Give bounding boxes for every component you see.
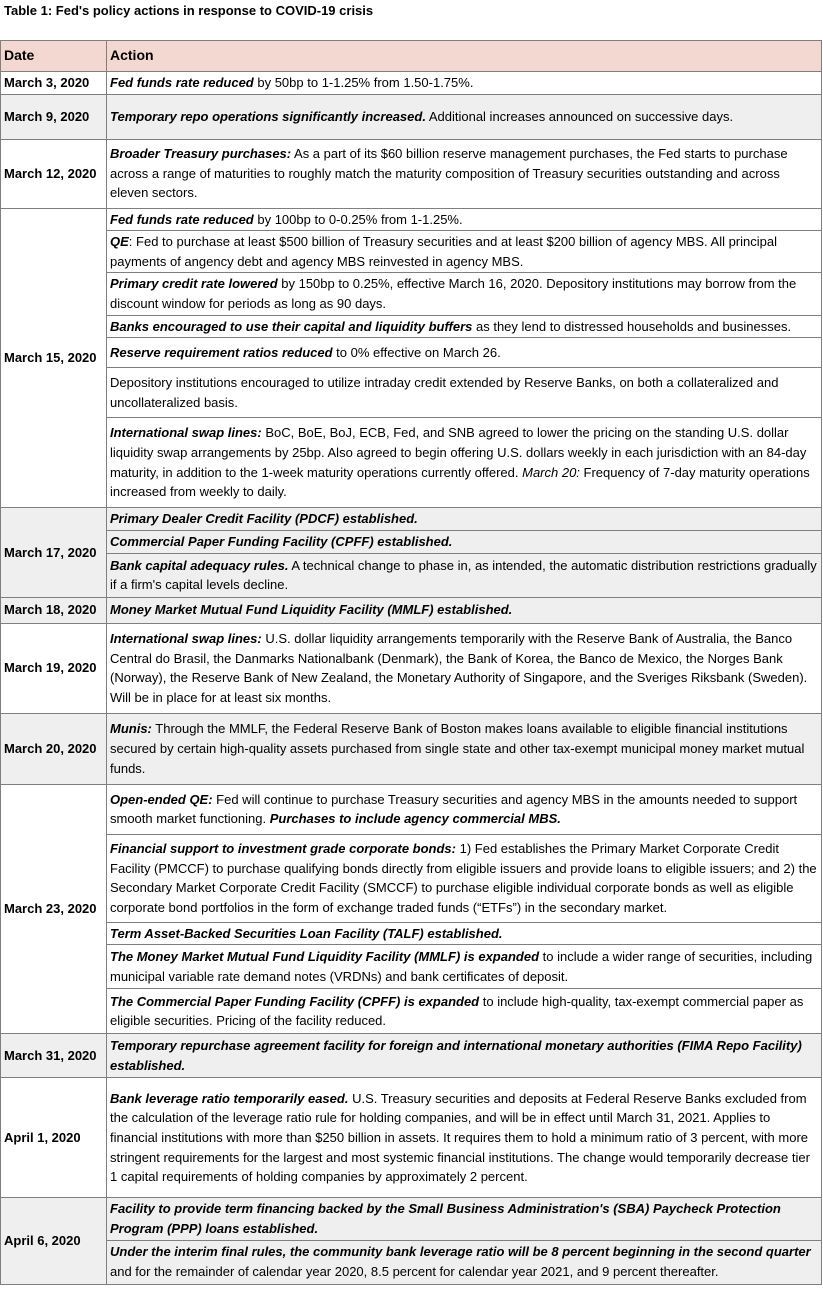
- action-cell: [107, 418, 822, 508]
- action-cell: [107, 1078, 822, 1198]
- action-cell: [107, 139, 822, 208]
- action-text: March 20:: [522, 464, 580, 480]
- action-highlight: Money Market Mutual Fund Liquidity Facility (MMLF) established.: [110, 602, 513, 618]
- table-header-row: [1, 41, 822, 72]
- action-highlight: International swap lines:: [110, 425, 262, 441]
- action-text: Frequency of 7-day maturity operations increased from weekly to daily.: [110, 464, 810, 500]
- action-cell: [107, 508, 822, 531]
- action-cell: [107, 72, 822, 95]
- date-cell: March 19, 2020: [1, 623, 107, 713]
- table-row: [1, 231, 822, 273]
- action-cell: [107, 922, 822, 945]
- action-cell: [107, 94, 822, 139]
- table-row: [1, 945, 822, 989]
- action-cell: [107, 553, 822, 597]
- action-text: A technical change to phase in, as intended, the automatic distribution restrictions gradually if a firm's capital levels decline.: [110, 557, 817, 593]
- action-cell: [107, 989, 822, 1034]
- table-row: [1, 94, 822, 139]
- action-cell: [107, 834, 822, 922]
- action-text: as they lend to distressed households and businesses.: [472, 318, 792, 334]
- policy-actions-table: [0, 40, 822, 1285]
- action-highlight: The Commercial Paper Funding Facility (CPFF) is expanded: [110, 993, 480, 1009]
- action-cell: [107, 231, 822, 273]
- action-cell: [107, 945, 822, 989]
- action-text: to 0% effective on March 26.: [332, 344, 501, 360]
- table-row: [1, 597, 822, 623]
- table-row: [1, 531, 822, 554]
- action-highlight: Facility to provide term financing backed by the Small Business Administration's (SBA) Paycheck Protection Program (PPP) loans established.: [110, 1201, 781, 1236]
- action-highlight: International swap lines:: [110, 631, 262, 647]
- action-highlight: Temporary repo operations significantly increased.: [110, 108, 426, 124]
- table-row: [1, 72, 822, 95]
- table-row: [1, 508, 822, 531]
- action-cell: [107, 713, 822, 784]
- table-row: [1, 1078, 822, 1198]
- action-highlight: Primary credit rate lowered: [110, 276, 278, 292]
- action-cell: [107, 1034, 822, 1078]
- action-text: Depository institutions encouraged to utilize intraday credit extended by Reserve Banks, on both a collateralized and uncollateralized basis.: [110, 375, 779, 410]
- table-row: [1, 315, 822, 338]
- action-text: to include a wider range of securities, including municipal variable rate demand notes (VRDNs) and bank certificates of deposit.: [110, 949, 813, 984]
- table-row: [1, 713, 822, 784]
- action-text: by 100bp to 0-0.25% from 1-1.25%.: [253, 211, 463, 227]
- action-highlight: Bank leverage ratio temporarily eased.: [110, 1090, 349, 1106]
- date-cell: March 3, 2020: [1, 72, 107, 95]
- table-row: [1, 208, 822, 231]
- action-highlight: Term Asset-Backed Securities Loan Facility (TALF) established.: [110, 925, 503, 941]
- action-text: : Fed to purchase at least $500 billion of Treasury securities and at least $200 billion of agency MBS. All principal payments of angency debt and agency MBS reinvested in agency MBS.: [110, 234, 777, 269]
- action-highlight: Fed funds rate reduced: [110, 75, 254, 90]
- table-row: [1, 623, 822, 713]
- action-highlight: The Money Market Mutual Fund Liquidity Facility (MMLF) is expanded: [110, 949, 540, 965]
- action-highlight: Commercial Paper Funding Facility (CPFF) established.: [110, 534, 453, 550]
- action-highlight: Banks encouraged to use their capital and liquidity buffers: [110, 318, 473, 334]
- action-highlight: Primary Dealer Credit Facility (PDCF) established.: [110, 511, 418, 527]
- table-row: [1, 338, 822, 368]
- table-row: [1, 553, 822, 597]
- action-highlight: QE: [110, 234, 129, 250]
- action-text: by 150bp to 0.25%, effective March 16, 2020. Depository institutions may borrow from the discount window for periods as long as 90 days.: [110, 276, 797, 311]
- table-row: [1, 418, 822, 508]
- table-row: [1, 989, 822, 1034]
- date-cell: March 12, 2020: [1, 139, 107, 208]
- date-cell: April 6, 2020: [1, 1198, 107, 1284]
- table-row: [1, 139, 822, 208]
- action-highlight: Fed funds rate reduced: [110, 211, 254, 227]
- action-text: Additional increases announced on successive days.: [425, 108, 734, 124]
- action-cell: [107, 273, 822, 315]
- action-cell: [107, 597, 822, 623]
- date-cell: March 15, 2020: [1, 208, 107, 508]
- action-highlight: Financial support to investment grade corporate bonds:: [110, 841, 456, 857]
- action-cell: [107, 208, 822, 231]
- date-column-header: Date: [1, 41, 107, 72]
- table-title: Table 1: Fed's policy actions in response to COVID-19 crisis: [4, 3, 374, 18]
- action-cell: [107, 1198, 822, 1240]
- action-highlight: Under the interim final rules, the community bank leverage ratio will be 8 percent beginning in the second quarter: [110, 1244, 811, 1260]
- action-highlight: Open-ended QE:: [110, 791, 213, 807]
- action-cell: [107, 368, 822, 418]
- action-highlight: Purchases to include agency commercial MBS.: [269, 811, 561, 827]
- table-row: [1, 1034, 822, 1078]
- date-cell: March 9, 2020: [1, 94, 107, 139]
- date-cell: March 20, 2020: [1, 713, 107, 784]
- table-row: [1, 273, 822, 315]
- action-cell: [107, 531, 822, 554]
- table-row: [1, 784, 822, 834]
- table-row: [1, 922, 822, 945]
- date-cell: March 18, 2020: [1, 597, 107, 623]
- action-text: to include high-quality, tax-exempt commercial paper as eligible securities. Pricing of the facility reduced.: [110, 993, 804, 1029]
- date-cell: March 17, 2020: [1, 508, 107, 598]
- action-highlight: Broader Treasury purchases:: [110, 146, 292, 162]
- action-cell: [107, 623, 822, 713]
- table-row: [1, 1198, 822, 1240]
- date-cell: March 23, 2020: [1, 784, 107, 1034]
- table-body: [1, 72, 822, 1285]
- table-row: [1, 834, 822, 922]
- date-cell: April 1, 2020: [1, 1078, 107, 1198]
- action-text: As a part of its $60 billion reserve management purchases, the Fed starts to purchase across a range of maturities to roughly match the maturity composition of Treasury securities outstanding and across eleven sectors.: [110, 146, 788, 201]
- action-cell: [107, 784, 822, 834]
- action-text: Through the MMLF, the Federal Reserve Bank of Boston makes loans available to eligible financial institutions secured by certain high-quality assets purchased from single state and other tax-exempt municipal money market mutual funds.: [110, 721, 805, 776]
- action-cell: [107, 338, 822, 368]
- table-row: [1, 368, 822, 418]
- action-cell: [107, 315, 822, 338]
- action-text: U.S. dollar liquidity arrangements temporarily with the Reserve Bank of Australia, the Banco Central do Brasil, the Danmarks Nationalbank (Denmark), the Bank of Korea, the Banco de Mexico, the Norges Bank (Norway), the Reserve Bank of New Zealand, the Monetary Authority of Singapore, and the Sveriges Riksbank (Sweden). Will be in place for at least six months.: [110, 631, 808, 705]
- action-highlight: Temporary repurchase agreement facility for foreign and international monetary authorities (FIMA Repo Facility) established.: [110, 1038, 802, 1073]
- action-text: U.S. Treasury securities and deposits at Federal Reserve Banks excluded from the calculation of the leverage ratio rule for holding companies, and will be in effect until March 31, 2021. Applies to financial institutions with more than $250 billion in assets. It requires them to hold a minimum ratio of 3 percent, with more stringent requirements for the largest and most systemic financial institutions. The change would temporarily decrease tier 1 capital requirements of holding companies by approximately 2 percent.: [110, 1090, 810, 1185]
- action-text: BoC, BoE, BoJ, ECB, Fed, and SNB agreed to lower the pricing on the standing U.S. dollar liquidity swap arrangements by 25bp. Also agreed to begin offering U.S. dollars weekly in each jurisdiction with an 84-day maturity, in addition to the 1-week maturity operations currently offered.: [110, 425, 807, 480]
- table-row: [1, 1240, 822, 1284]
- date-cell: March 31, 2020: [1, 1034, 107, 1078]
- action-highlight: Munis:: [110, 721, 152, 737]
- action-highlight: Bank capital adequacy rules.: [110, 557, 289, 573]
- action-highlight: Reserve requirement ratios reduced: [110, 344, 333, 360]
- action-text: 1) Fed establishes the Primary Market Corporate Credit Facility (PMCCF) to purchase qualifying bonds directly from eligible issuers and provide loans to eligible issuers; and 2) the Secondary Market Corporate Credit Facility (SMCCF) to purchase eligible individual corporate bonds as well as eligible corporate bond portfolios in the form of exchange traded funds (“ETFs”) in the secondary market.: [110, 841, 817, 915]
- action-text: by 50bp to 1-1.25% from 1.50-1.75%.: [253, 75, 474, 90]
- action-column-header: Action: [107, 41, 822, 72]
- action-cell: [107, 1240, 822, 1284]
- action-text: Fed will continue to purchase Treasury securities and agency MBS in the amounts needed to support smooth market functioning.: [110, 791, 798, 827]
- action-text: and for the remainder of calendar year 2020, 8.5 percent for calendar year 2021, and 9 percent thereafter.: [110, 1264, 719, 1280]
